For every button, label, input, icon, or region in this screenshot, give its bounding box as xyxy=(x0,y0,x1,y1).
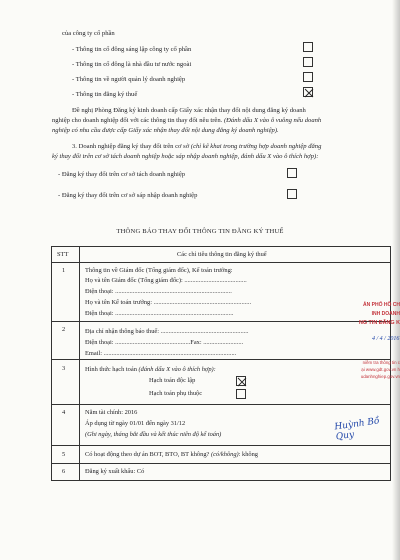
list-item-tax-registration: - Thông tin đăng ký thuế xyxy=(72,91,138,98)
x-mark-icon xyxy=(304,88,314,98)
row4-line-2: Áp dụng từ ngày 01/01 đến ngày 31/12 xyxy=(85,420,186,427)
official-stamp: ẢN PHỐ HỒ CH INH DOANH NG TIN ĐĂNG K niềm tra thông tin c ại www.gdt.gov.vn h udanhnghiep.gov.vn xyxy=(358,302,400,379)
row2-stt: 2 xyxy=(62,326,66,333)
header-stt: STT xyxy=(57,251,69,258)
handwritten-signature: Huỳnh Bồ Quy xyxy=(333,416,381,443)
option-merge-enterprise: - Đăng ký thay đổi trên cơ sở sáp nhập doanh nghiệp xyxy=(58,192,198,199)
section3-line-1: 3. Doanh nghiệp đăng ký thay đổi trên cơ sở (chỉ kê khai trong trường hợp doanh nghiệp đăng xyxy=(72,143,322,150)
list-item-managers: - Thông tin về người quản lý doanh nghiệp xyxy=(72,76,186,83)
paragraph-line-1: Đề nghị Phòng Đăng ký kinh doanh cấp Giấy xác nhận thay đổi nội dung đăng ký doanh xyxy=(72,107,306,114)
row1-stt: 1 xyxy=(62,267,66,274)
paragraph-line-3: nghiệp có nhu cầu được cấp Giấy xác nhận thay đổi nội dung đăng ký doanh nghiệp). xyxy=(52,127,279,134)
row6-line-1: Đăng ký xuất khẩu: Có xyxy=(85,468,145,475)
checkbox-independent-accounting[interactable] xyxy=(236,376,246,386)
checkbox-foreign-investors[interactable] xyxy=(303,57,313,67)
row3-dependent-label: Hạch toán phụ thuộc xyxy=(149,390,203,397)
header-content: Các chỉ tiêu thông tin đăng ký thuế xyxy=(177,251,267,258)
checkbox-tax-registration-checked[interactable] xyxy=(303,87,313,97)
row5-line-1: Có hoạt động theo dự án BOT, BTO, BT không? (có/không): không xyxy=(85,451,259,458)
checkbox-founding-shareholders[interactable] xyxy=(303,42,313,52)
handwritten-date: 4 / 4 / 2016 xyxy=(372,336,400,342)
row2-line-3: Email: ................................................................................... xyxy=(85,350,237,357)
list-item-foreign-investors: - Thông tin cổ đông là nhà đầu tư nước ngoài xyxy=(72,61,192,68)
x-mark-icon xyxy=(237,377,247,387)
row1-line-4: Họ và tên Kế toán trưởng: ............................................................. xyxy=(85,299,252,306)
page-edge-shadow xyxy=(392,0,400,560)
checkbox-merge-enterprise[interactable] xyxy=(287,189,297,199)
row4-line-1: Năm tài chính: 2016 xyxy=(85,409,138,416)
row1-line-3: Điện thoại: ......................................................................... xyxy=(85,288,232,295)
row5-stt: 5 xyxy=(62,451,66,458)
list-header: của công ty cổ phần xyxy=(62,30,115,37)
row3-stt: 3 xyxy=(62,365,66,372)
checkbox-split-enterprise[interactable] xyxy=(287,168,297,178)
checkbox-managers[interactable] xyxy=(303,72,313,82)
table-title: THÔNG BÁO THAY ĐỔI THÔNG TIN ĐĂNG KÝ THUẾ xyxy=(116,228,284,235)
row3-line-1: Hình thức hạch toán (đánh dấu X vào ô thích hợp): xyxy=(85,366,216,373)
row2-line-1: Địa chỉ nhận thông báo thuế: ....................................................... xyxy=(85,328,249,335)
tax-info-table xyxy=(51,246,391,522)
checkbox-dependent-accounting[interactable] xyxy=(236,389,246,399)
row3-independent-label: Hạch toán độc lập xyxy=(149,377,196,384)
row1-line-1: Thông tin về Giám đốc (Tổng giám đốc), Kế toán trưởng: xyxy=(85,267,233,274)
paragraph-line-2: nghiệp cho doanh nghiệp đối với các thông tin thay đổi nêu trên. (Đánh dấu X vào ô vuông nếu doanh xyxy=(52,117,322,124)
row4-line-3: (Ghi ngày, tháng bắt đầu và kết thúc niên độ kế toán) xyxy=(85,431,222,438)
option-split-enterprise: - Đăng ký thay đổi trên cơ sở tách doanh nghiệp xyxy=(58,171,186,178)
row4-stt: 4 xyxy=(62,409,66,416)
section3-line-2: ký thay đổi trên cơ sở tách doanh nghiệp hoặc sáp nhập doanh nghiệp, đánh dấu X vào ô thích hợp): xyxy=(52,153,319,160)
row6-stt: 6 xyxy=(62,468,66,475)
row1-line-2: Họ và tên Giám đốc (Tổng giám đốc): ....................................... xyxy=(85,277,247,284)
row2-line-2: Điện thoại: ...............................................Fax: ......................... xyxy=(85,339,244,346)
list-item-founding-shareholders: - Thông tin cổ đông sáng lập công ty cổ phần xyxy=(72,46,192,53)
row1-line-5: Điện thoại: .......................................................................... xyxy=(85,310,234,317)
